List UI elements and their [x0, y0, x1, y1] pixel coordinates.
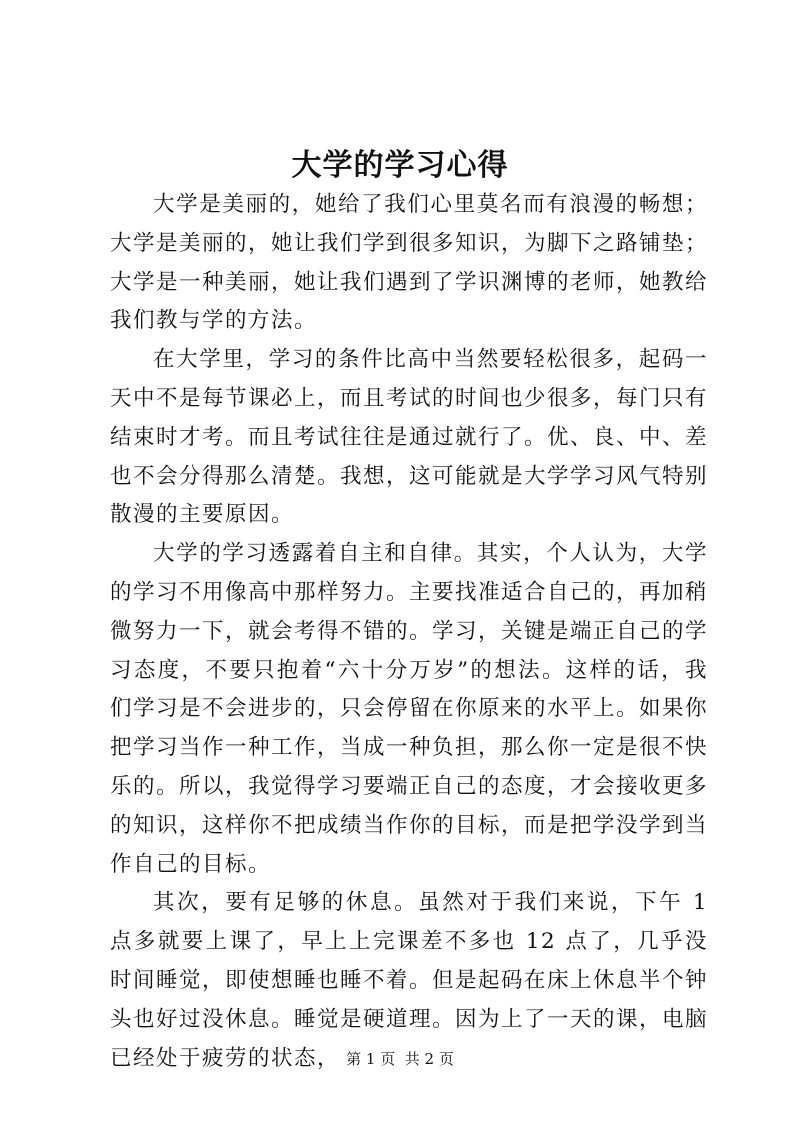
- paragraph-3: 大学的学习透露着自主和自律。其实，个人认为，大学的学习不用像高中那样努力。主要找准适合自己的，再加稍微努力一下，就会考得不错的。学习，关键是端正自己的学习态度，不要只抱着“六十分万岁”的想法。这样的话，我们学习是不会进步的，只会停留在你原来的水平上。如果你把学习当作一种工作，当成一种负担，那么你一定是很不快乐的。所以，我觉得学习要端正自己的态度，才会接收更多的知识，这样你不把成绩当作你的目标，而是把学没学到当作自己的目标。: [110, 541, 709, 877]
- document-body: [110, 186, 708, 1078]
- document-title: 大学的学习心得: [291, 148, 509, 183]
- paragraph-4: 其次，要有足够的休息。虽然对于我们来说，下午 1 点多就要上课了，早上上完课差不多也 12 点了，几乎没时间睡觉，即使想睡也睡不着。但是起码在床上休息半个钟头也好过没休息。睡觉是硬道理。因为上了一天的课，电脑已经处于疲劳的状态，: [110, 890, 709, 1071]
- paragraph-2: 在大学里，学习的条件比高中当然要轻松很多，起码一天中不是每节课必上，而且考试的时间也少很多，每门只有结束时才考。而且考试往往是通过就行了。优、良、中、差也不会分得那么清楚。我想，这可能就是大学学习风气特别散漫的主要原因。: [110, 347, 709, 528]
- paragraph-1: 大学是美丽的，她给了我们心里莫名而有浪漫的畅想；大学是美丽的，她让我们学到很多知识，为脚下之路铺垫；大学是一种美丽，她让我们遇到了学识渊博的老师，她教给我们教与学的方法。: [110, 192, 709, 334]
- page-number-label: 第 1 页 共 2 页: [346, 1050, 454, 1068]
- page-footer: [0, 1048, 800, 1069]
